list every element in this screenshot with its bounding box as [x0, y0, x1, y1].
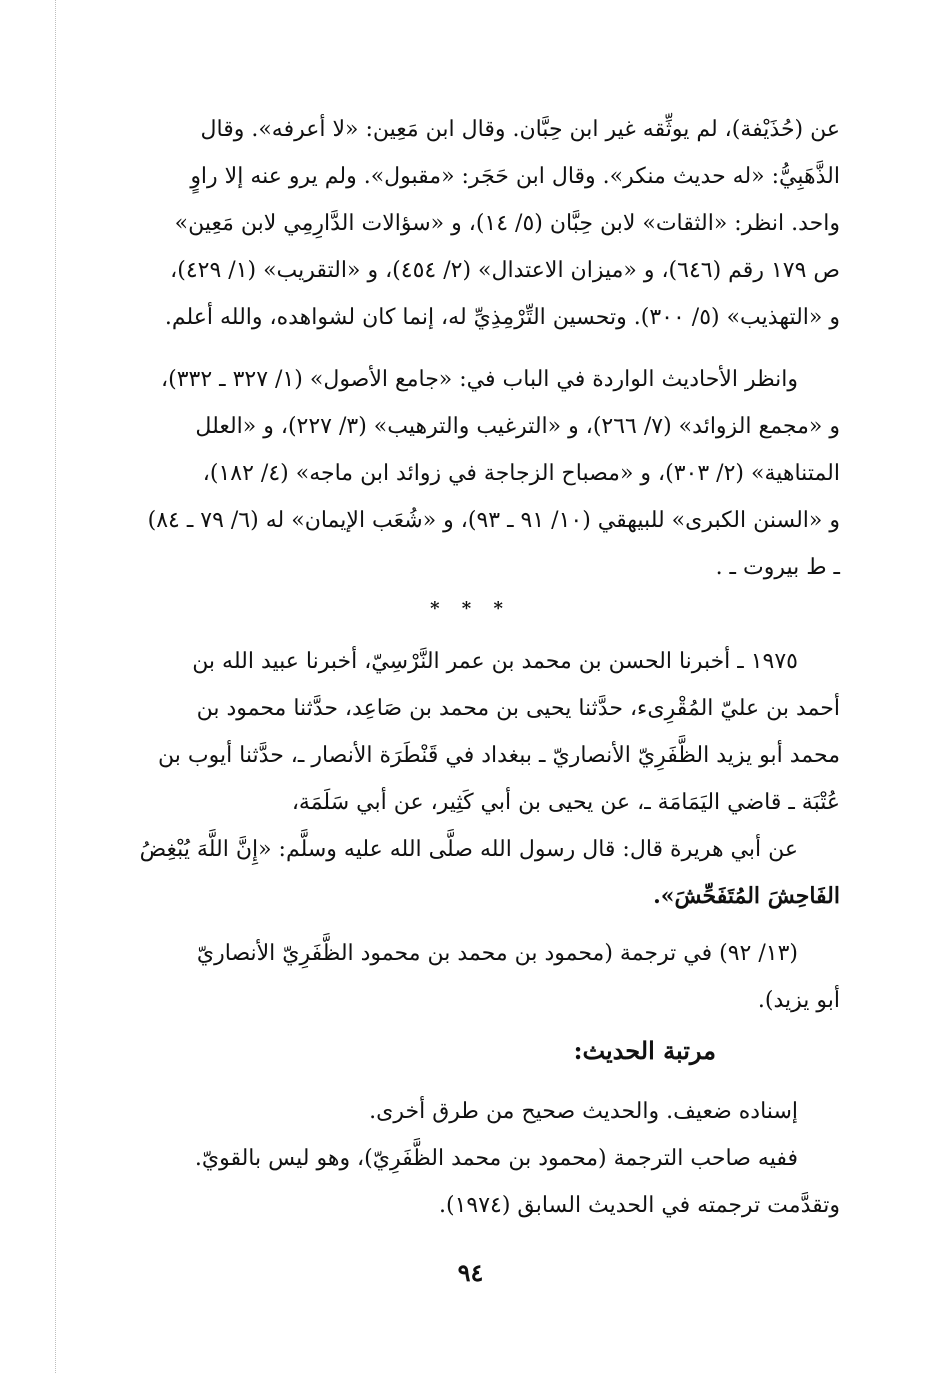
section-separator: * * *	[430, 598, 511, 619]
references-line: وانظر الأحاديث الواردة في الباب في: «جامع الأصول» (١/ ٣٢٧ ـ ٣٣٢)،	[161, 367, 798, 392]
reference-note	[78, 930, 840, 1024]
binding-edge-line	[55, 0, 56, 1373]
grading-paragraph	[78, 1088, 840, 1229]
grading-line: وتقدَّمت ترجمته في الحديث السابق (١٩٧٤).	[439, 1193, 840, 1218]
footnote-line: عن (حُذَيْفة)، لم يوثِّقه غير ابن حِبَّان. وقال ابن مَعِين: «لا أعرفه». وقال	[200, 117, 840, 142]
grading-line: إسناده ضعيف. والحديث صحيح من طرق أخرى.	[369, 1099, 798, 1124]
isnad-line: ١٩٧٥ ـ أخبرنا الحسن بن محمد بن عمر النَّرْسِيّ، أخبرنا عبيد الله بن	[192, 649, 798, 674]
reference-note-line: أبو يزيد).	[757, 988, 840, 1013]
hadith-block	[78, 638, 840, 920]
matn-line: عن أبي هريرة قال: قال رسول الله صلَّى الله عليه وسلَّم: «إِنَّ اللَّهَ يُبْغِضُ	[139, 837, 798, 862]
grading-line: ففيه صاحب الترجمة (محمود بن محمد الظَّفَرِيّ)، وهو ليس بالقويّ.	[194, 1146, 798, 1171]
isnad-line: عُتْبَة ـ قاضي اليَمَامَة ـ، عن يحيى بن أبي كَثِير، عن أبي سَلَمَة،	[291, 790, 840, 815]
references-line: ـ ط بيروت ـ .	[715, 555, 840, 580]
footnote-line: الذَّهَبِيُّ: «له حديث منكر». وقال ابن حَجَر: «مقبول». ولم يرو عنه إلا راوٍ	[190, 164, 840, 189]
isnad-line: محمد أبو يزيد الظَّفَرِيّ الأنصاريّ ـ ببغداد في قَنْطَرَة الأنصار ـ، حدَّثنا أيوب بن	[158, 743, 840, 768]
references-line: المتناهية» (٢/ ٣٠٣)، و «مصباح الزجاجة في زوائد ابن ماجه» (٤/ ١٨٢)،	[202, 461, 840, 486]
grading-heading: مرتبة الحديث:	[573, 1036, 716, 1065]
references-paragraph	[78, 356, 840, 591]
footnote-line: ص ١٧٩ رقم (٦٤٦)، و «ميزان الاعتدال» (٢/ ٤٥٤)، و «التقريب» (١/ ٤٢٩)،	[170, 258, 840, 283]
reference-note-line: (١٣/ ٩٢) في ترجمة (محمود بن محمد بن محمود الظَّفَرِيّ الأنصاريّ	[196, 941, 798, 966]
footnote-paragraph	[78, 106, 840, 341]
page-number: ٩٤	[457, 1258, 484, 1287]
references-line: و «السنن الكبرى» للبيهقي (١٠/ ٩١ ـ ٩٣)، و «شُعَب الإيمان» له (٦/ ٧٩ ـ ٨٤)	[147, 508, 840, 533]
footnote-line: واحد. انظر: «الثقات» لابن حِبَّان (٥/ ١٤)، و «سؤالات الدَّارِمِي لابن مَعِين»	[174, 211, 840, 236]
footnote-line: و «التهذيب» (٥/ ٣٠٠). وتحسين التِّرْمِذِيِّ له، إنما كان لشواهده، والله أعلم.	[164, 305, 840, 330]
isnad-line: أحمد بن عليّ المُقْرِىء، حدَّثنا يحيى بن محمد بن صَاعِد، حدَّثنا محمود بن	[196, 696, 840, 721]
matn-line: الفَاحِشَ المُتَفَحِّشَ».	[653, 883, 840, 909]
references-line: و «مجمع الزوائد» (٧/ ٢٦٦)، و «الترغيب والترهيب» (٣/ ٢٢٧)، و «العلل	[195, 414, 840, 439]
